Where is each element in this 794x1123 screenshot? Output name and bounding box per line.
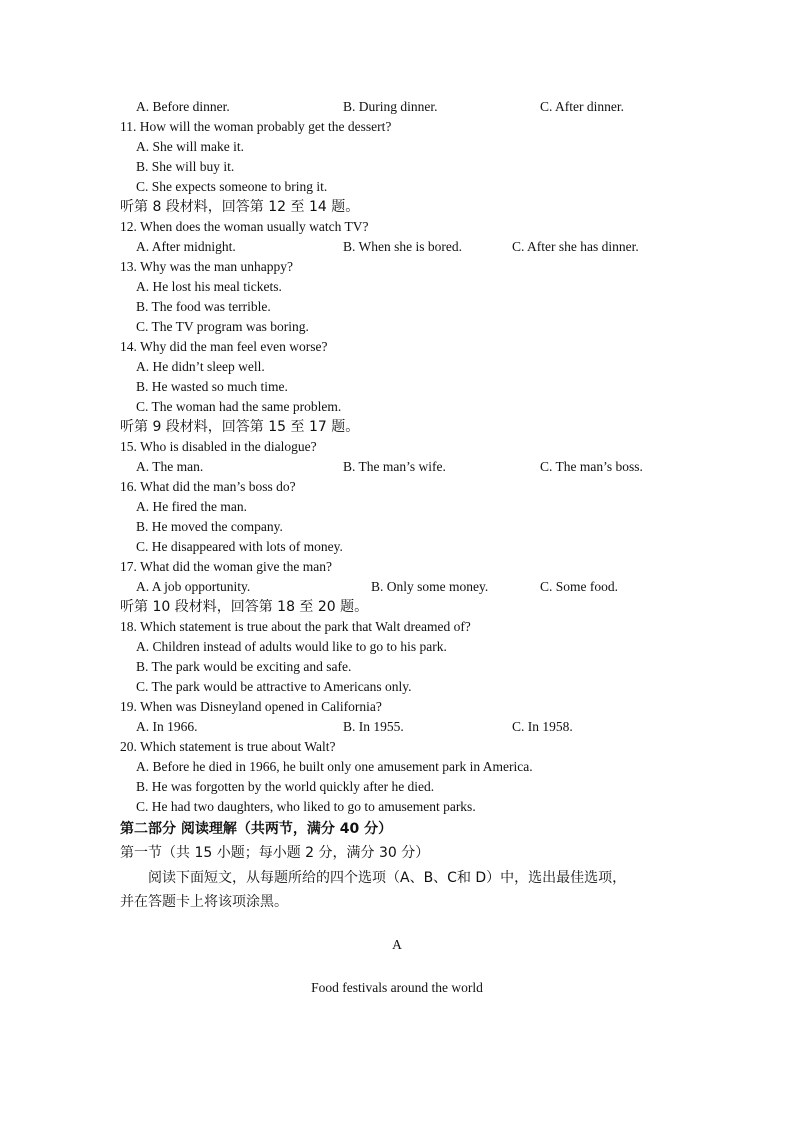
part-2-section-1: 第一节（共 15 小题；每小题 2 分，满分 30 分） [120, 845, 430, 861]
q14-option-a: A. He didn’t sleep well. [136, 359, 265, 374]
part-2-title: 第二部分 阅读理解（共两节，满分 40 分） [120, 821, 393, 837]
passage-letter: A [392, 937, 402, 952]
q12-question: 12. When does the woman usually watch TV? [120, 219, 369, 234]
q15-option-b: B. The man’s wife. [343, 459, 446, 474]
q13-option-b: B. The food was terrible. [136, 299, 271, 314]
q15-option-c: C. The man’s boss. [540, 459, 643, 474]
q17-question: 17. What did the woman give the man? [120, 559, 332, 574]
q11-option-b: B. She will buy it. [136, 159, 235, 174]
q17-option-b: B. Only some money. [371, 579, 489, 594]
q19-option-b: B. In 1955. [343, 719, 404, 734]
q18-option-a: A. Children instead of adults would like to go to his park. [136, 639, 447, 654]
q18-option-b: B. The park would be exciting and safe. [136, 659, 352, 674]
section-8-header: 听第 8 段材料，回答第 12 至 14 题。 [120, 199, 360, 215]
q20-option-c: C. He had two daughters, who liked to go to amusement parks. [136, 799, 476, 814]
q16-option-b: B. He moved the company. [136, 519, 283, 534]
q13-option-c: C. The TV program was boring. [136, 319, 309, 334]
q10-option-b: B. During dinner. [343, 99, 438, 114]
q11-option-c: C. She expects someone to bring it. [136, 179, 328, 194]
q17-option-c: C. Some food. [540, 579, 619, 594]
q20-option-a: A. Before he died in 1966, he built only one amusement park in America. [136, 759, 533, 774]
q19-question: 19. When was Disneyland opened in California? [120, 699, 382, 714]
q14-question: 14. Why did the man feel even worse? [120, 339, 328, 354]
q18-option-c: C. The park would be attractive to Americans only. [136, 679, 412, 694]
q19-option-c: C. In 1958. [512, 719, 573, 734]
q13-question: 13. Why was the man unhappy? [120, 259, 293, 274]
q16-option-a: A. He fired the man. [136, 499, 247, 514]
q16-question: 16. What did the man’s boss do? [120, 479, 296, 494]
q10-option-c: C. After dinner. [540, 99, 624, 114]
q10-option-a: A. Before dinner. [136, 99, 230, 114]
q12-option-a: A. After midnight. [136, 239, 236, 254]
q13-option-a: A. He lost his meal tickets. [136, 279, 282, 294]
q11-question: 11. How will the woman probably get the dessert? [120, 119, 392, 134]
q14-option-c: C. The woman had the same problem. [136, 399, 342, 414]
instruction-line-2: 并在答题卡上将该项涂黑。 [120, 894, 288, 910]
q14-option-b: B. He wasted so much time. [136, 379, 288, 394]
instruction-line-1: 阅读下面短文，从每题所给的四个选项（A、B、C和 D）中，选出最佳选项， [148, 870, 627, 886]
q18-question: 18. Which statement is true about the park that Walt dreamed of? [120, 619, 471, 634]
passage-title: Food festivals around the world [311, 980, 483, 995]
q12-option-c: C. After she has dinner. [512, 239, 639, 254]
section-9-header: 听第 9 段材料，回答第 15 至 17 题。 [120, 419, 360, 435]
section-10-header: 听第 10 段材料，回答第 18 至 20 题。 [120, 599, 369, 615]
q19-option-a: A. In 1966. [136, 719, 198, 734]
q12-option-b: B. When she is bored. [343, 239, 462, 254]
q11-option-a: A. She will make it. [136, 139, 244, 154]
q17-option-a: A. A job opportunity. [136, 579, 251, 594]
q20-option-b: B. He was forgotten by the world quickly after he died. [136, 779, 435, 794]
q15-question: 15. Who is disabled in the dialogue? [120, 439, 317, 454]
q16-option-c: C. He disappeared with lots of money. [136, 539, 343, 554]
q15-option-a: A. The man. [136, 459, 204, 474]
q20-question: 20. Which statement is true about Walt? [120, 739, 336, 754]
